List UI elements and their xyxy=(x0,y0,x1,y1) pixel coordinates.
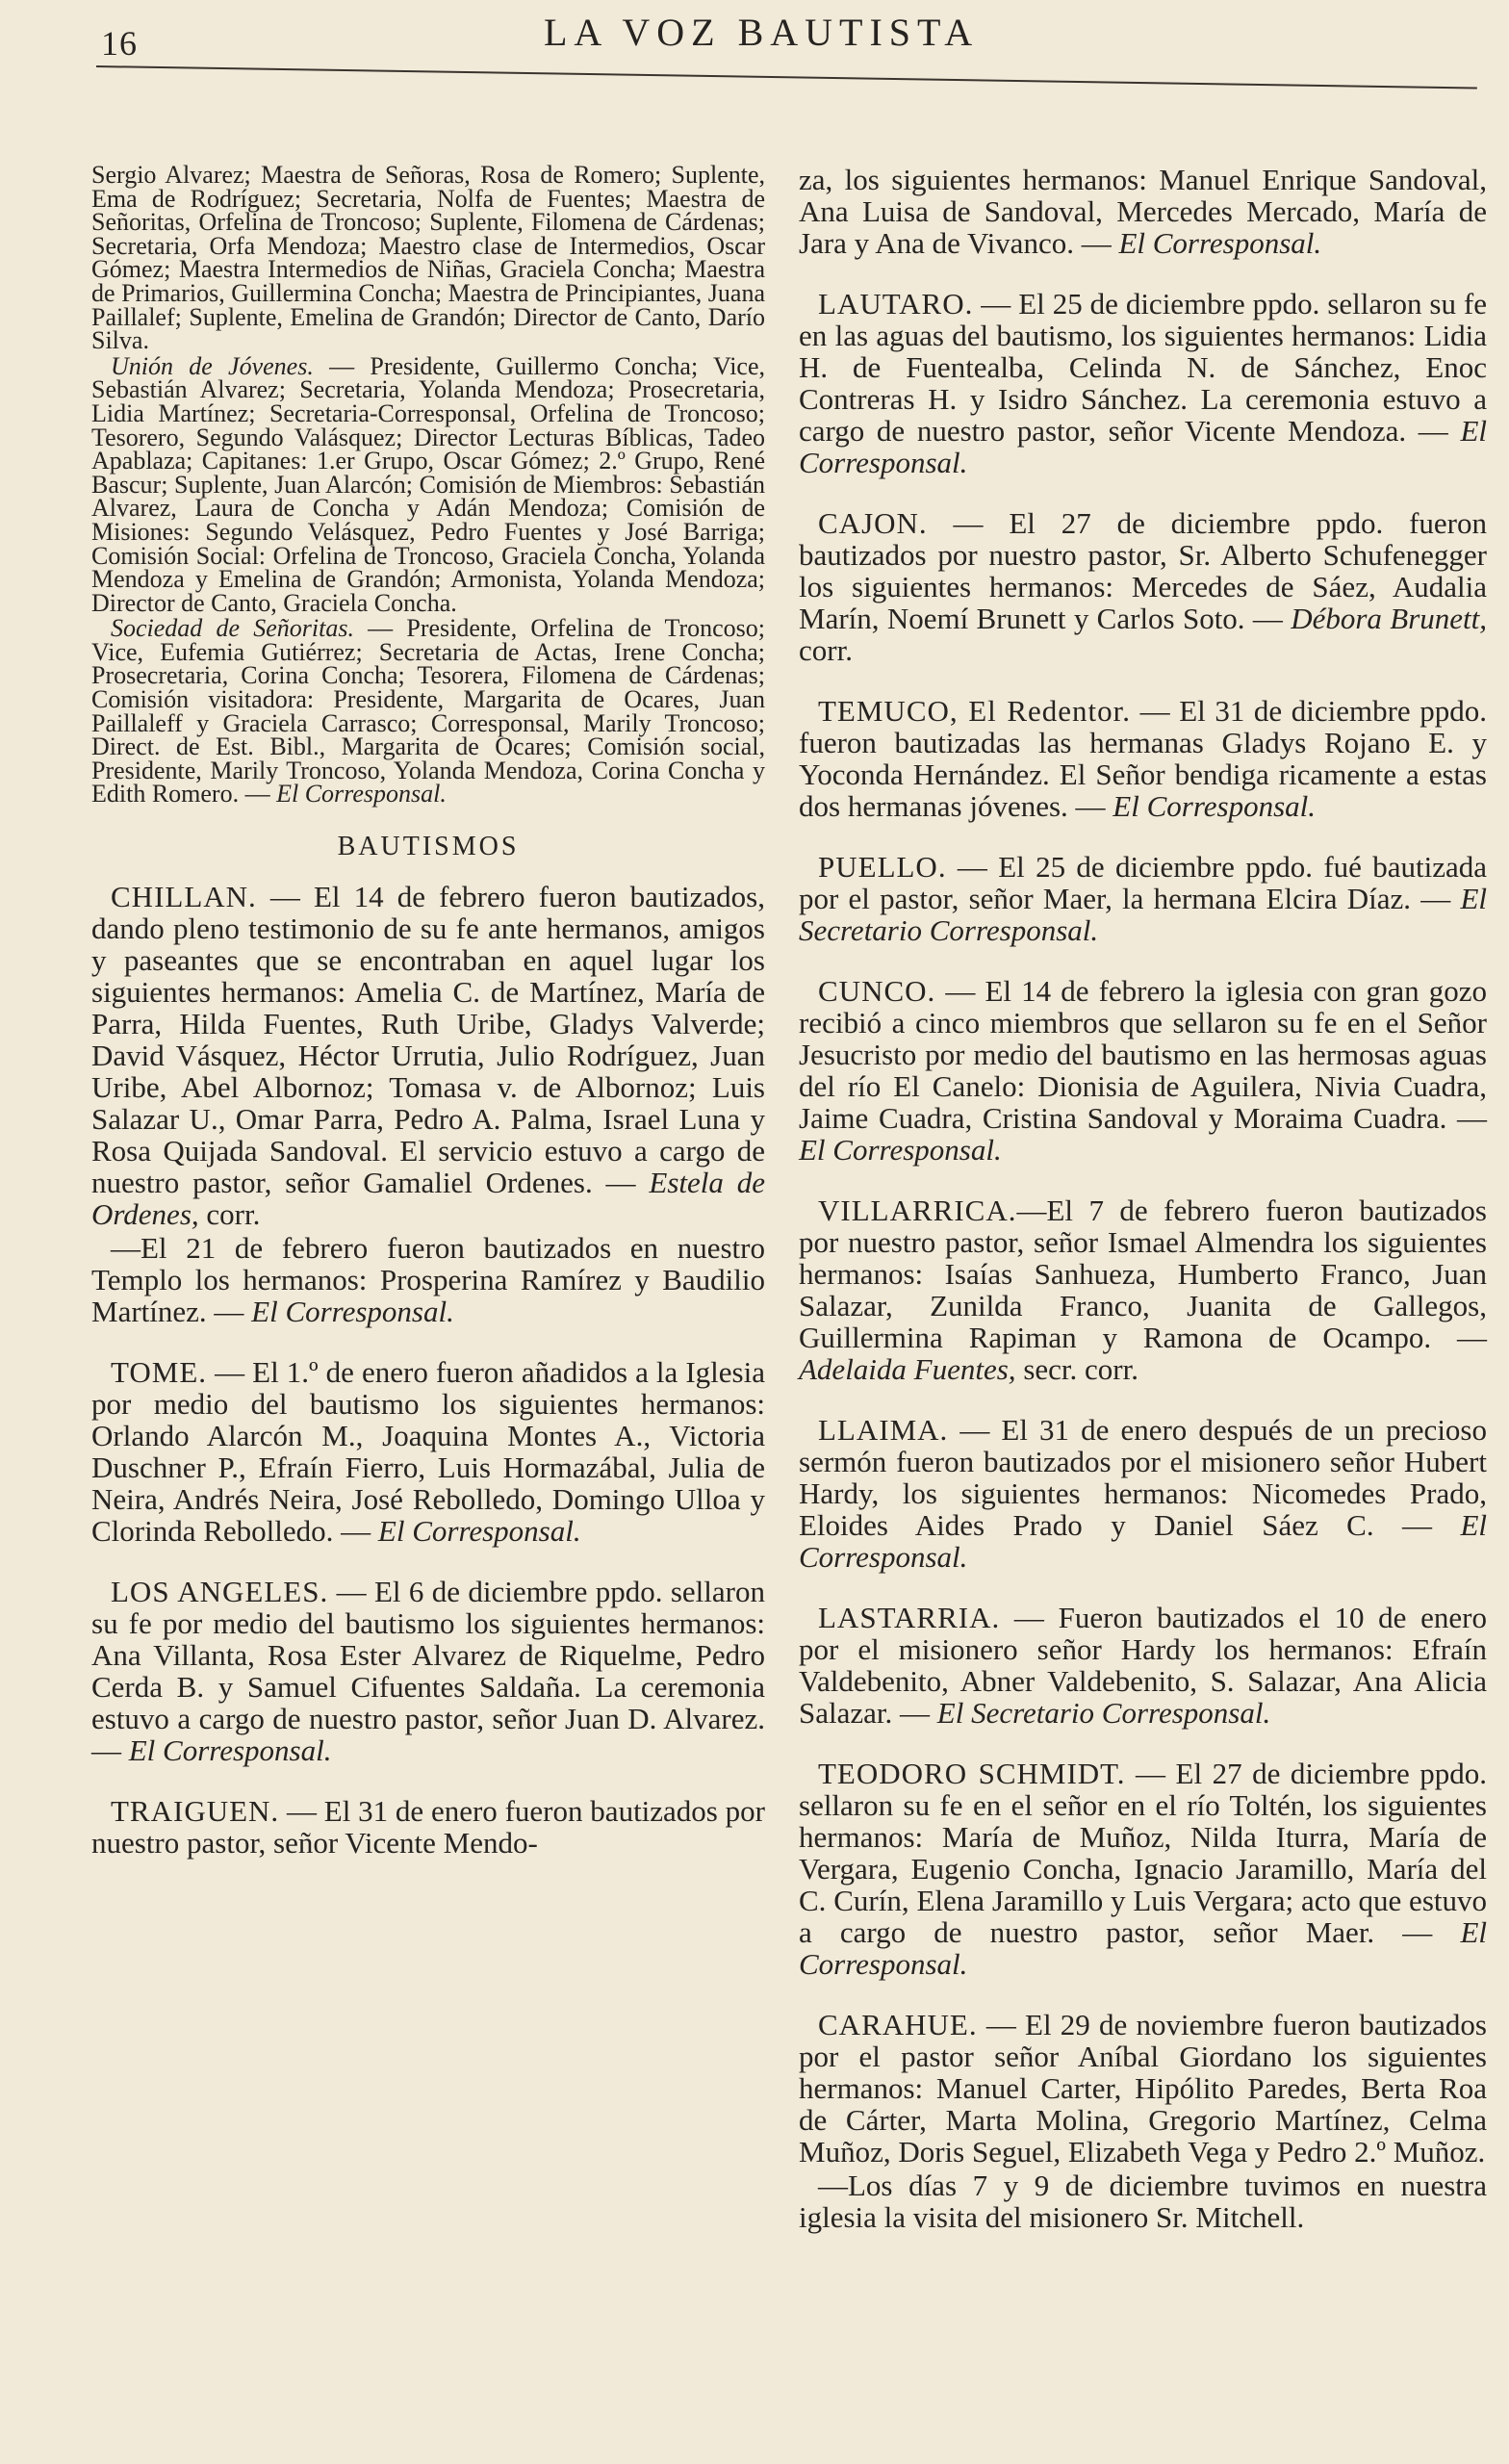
signature: El Corresponsal. xyxy=(377,1513,581,1548)
signature: El Secretario Corresponsal. xyxy=(936,1696,1271,1730)
jovenes-label: Unión de Jóvenes. xyxy=(111,351,314,380)
entry-carahue-2: —Los días 7 y 9 de diciembre tuvimos en nuestra iglesia la visita del misionero Sr. Mitchell. xyxy=(799,2169,1487,2234)
entry-lautaro: LAUTARO. — El 25 de diciembre ppdo. sellaron su fe en las aguas del bautismo, los siguientes hermanos: Lidia H. de Fuentealba, Celinda N. de Sánchez, Enoc Contreras H. y Isidro Sánchez. La ceremonia estuvo a cargo de nuestro pastor, señor Vicente Mendoza. — El Corresponsal. xyxy=(799,287,1487,479)
entry-chillan-2: —El 21 de febrero fueron bautizados en nuestro Templo los hermanos: Prosperina Ramírez y Baudilio Martínez. — El Corresponsal. xyxy=(91,1230,765,1328)
entry-llaima: LLAIMA. — El 31 de enero después de un precioso sermón fueron bautizados por el misionero señor Hubert Hardy, los siguientes hermanos: Nicomedes Prado, Eloides Aides Prado y Daniel Sáez C. — El Corresponsal. xyxy=(799,1413,1487,1574)
entry-lastarria: LASTARRIA. — Fueron bautizados el 10 de enero por el misionero señor Hardy los hermanos: Efraín Valdebenito, Abner Valdebenito, S. Salazar, Ana Alicia Salazar. — El Secretario Corresponsal. xyxy=(799,1601,1487,1730)
signature: Adelaida Fuentes, xyxy=(799,1352,1016,1386)
page-number: 16 xyxy=(101,24,138,63)
paragraph-officers: Sergio Alvarez; Maestra de Señoras, Rosa de Romero; Suplente, Ema de Rodríguez; Secretaria, Nolfa de Fuentes; Maestra de Señoritas, Orfelina de Troncoso; Suplente, Filomena de Cárdenas; Secretaria, Orfa Mendoza; Maestro clase de Intermedios, Oscar Gómez; Maestra Intermedios de Niñas, Graciela Concha; Maestra de Primarios, Guillermina Concha; Maestra de Principiantes, Juana Paillalef; Suplente, Emelina de Grandón; Director de Canto, Darío Silva. xyxy=(91,161,765,355)
entry-teodoro-schmidt: TEODORO SCHMIDT. — El 27 de diciembre ppdo. sellaron su fe en el señor en el río Toltén, los siguientes hermanos: María de Muñoz, Nilda Iturra, María de Vergara, Eugenio Concha, Ignacio Jaramillo, María del C. Curín, Elena Jaramillo y Luis Vergara; acto que estuvo a cargo de nuestro pastor, señor Maer. — El Corresponsal. xyxy=(799,1757,1488,1981)
signature: El Corresponsal. xyxy=(276,780,447,808)
signature: El Corresponsal. xyxy=(799,1133,1002,1167)
right-column xyxy=(799,164,1487,2262)
entry-carahue: CARAHUE. — El 29 de noviembre fueron bautizados por el pastor señor Aníbal Giordano los siguientes hermanos: Manuel Carter, Hipólito Paredes, Berta Roa de Cárter, Marta Molina, Gregorio Martínez, Celma Muñoz, Doris Seguel, Elizabeth Vega y Pedro 2.º Muñoz. xyxy=(799,2008,1487,2169)
entry-cunco: CUNCO. — El 14 de febrero la iglesia con gran gozo recibió a cinco miembros que sellaron su fe en el Señor Jesucristo por medio del bautismo en las hermosas aguas del río El Canelo: Dionisia de Aguilera, Nivia Cuadra, Jaime Cuadra, Cristina Sandoval y Moraima Cuadra. — El Corresponsal. xyxy=(799,974,1487,1167)
entry-temuco: TEMUCO, El Redentor. — El 31 de diciembre ppdo. fueron bautizadas las hermanas Gladys Rojano E. y Yoconda Hernández. El Señor bendiga ricamente a estas dos hermanas jóvenes. — El Corresponsal. xyxy=(799,694,1488,823)
entry-villarrica: VILLARRICA.—El 7 de febrero fueron bautizados por nuestro pastor, señor Ismael Almendra los siguientes hermanos: Isaías Sanhueza, Humberto Franco, Juan Salazar, Zunilda Franco, Juanita de Gallegos, Guillermina Rapiman y Ramona de Ocampo. — Adelaida Fuentes, secr. corr. xyxy=(799,1194,1487,1386)
signature: El Corresponsal. xyxy=(799,414,1487,479)
entry-traiguen: TRAIGUEN. — El 31 de enero fueron bautizados por nuestro pastor, señor Vicente Mendo- xyxy=(91,1793,765,1860)
signature: El Corresponsal. xyxy=(799,1915,1487,1981)
signature: Débora Brunett, xyxy=(1291,602,1487,635)
paragraph-senoritas: Sociedad de Señoritas. — Presidente, Orfelina de Troncoso; Vice, Eufemia Gutiérrez; Secretaria de Actas, Irene Concha; Prosecretaria, Corina Concha; Tesorera, Filomena de Cárdenas; Comisión visitadora: Presidente, Margarita de Ocares, Juan Paillaleff y Graciela Carrasco; Corresponsal, Marily Troncoso; Direct. de Est. Bibl., Margarita de Ocares; Comisión social, Presidente, Marily Troncoso, Yolanda Mendoza, Corina Concha y Edith Romero. — El Corresponsal. xyxy=(91,614,765,808)
header-rule xyxy=(96,65,1477,90)
entry-cajon: CAJON. — El 27 de diciembre ppdo. fueron bautizados por nuestro pastor, Sr. Alberto Schufenegger los siguientes hermanos: Mercedes de Sáez, Audalia Marín, Noemí Brunett y Carlos Soto. — Débora Brunett, corr. xyxy=(799,506,1487,667)
signature: El Corresponsal. xyxy=(1118,226,1322,260)
entry-los-angeles: LOS ANGELES. — El 6 de diciembre ppdo. sellaron su fe por medio del bautismo los siguientes hermanos: Ana Villanta, Rosa Ester Alvarez de Riquelme, Pedro Cerda B. y Samuel Cifuentes Saldaña. La ceremonia estuvo a cargo de nuestro pastor, señor Juan D. Alvarez. — El Corresponsal. xyxy=(91,1574,765,1767)
publication-title: LA VOZ BAUTISTA xyxy=(544,11,980,54)
paragraph-jovenes: Unión de Jóvenes. — Presidente, Guillermo Concha; Vice, Sebastián Alvarez; Secretaria, Yolanda Mendoza; Prosecretaria, Lidia Martínez; Secretaria-Corresponsal, Orfelina de Troncoso; Tesorero, Segundo Valásquez; Director Lecturas Bíblicas, Tadeo Apablaza; Capitanes: 1.er Grupo, Oscar Gómez; 2.º Grupo, René Bascur; Suplente, Juan Alarcón; Comisión de Miembros: Sebastián Alvarez, Laura de Concha y Adán Mendoza; Comisión de Misiones: Segundo Velásquez, Pedro Fuentes y José Barriga; Comisión Social: Orfelina de Troncoso, Graciela Concha, Yolanda Mendoza y Emelina de Grandón; Armonista, Yolanda Mendoza; Director de Canto, Graciela Concha. xyxy=(91,351,765,617)
senoritas-label: Sociedad de Señoritas. xyxy=(111,614,354,643)
entry-tome: TOME. — El 1.º de enero fueron añadidos a la Iglesia por medio del bautismo los siguientes hermanos: Orlando Alarcón M., Joaquina Montes A., Victoria Duschner P., Efraín Fierro, Luis Hormazábal, Julia de Neira, Andrés Neira, José Rebolledo, Domingo Ulloa y Clorinda Rebolledo. — El Corresponsal. xyxy=(91,1354,765,1548)
entry-chillan: CHILLAN. — El 14 de febrero fueron bautizados, dando pleno testimonio de su fe ante hermanos, amigos y paseantes que se encontraban en aquel lugar los siguientes hermanos: Amelia C. de Martínez, María de Parra, Hilda Fuentes, Ruth Uribe, Gladys Valverde; David Vásquez, Héctor Urrutia, Julio Rodríguez, Juan Uribe, Abel Albornoz; Tomasa v. de Albornoz; Luis Salazar U., Omar Parra, Pedro A. Palma, Israel Luna y Rosa Quijada Sandoval. El servicio estuvo a cargo de nuestro pastor, señor Gamaliel Ordenes. — Estela de Ordenes, corr. xyxy=(91,879,765,1231)
entry-traiguen-continued: za, los siguientes hermanos: Manuel Enrique Sandoval, Ana Luisa de Sandoval, Mercedes Mercado, María de Jara y Ana de Vivanco. — El Corresponsal. xyxy=(799,163,1487,260)
signature: El Corresponsal. xyxy=(251,1294,454,1328)
signature: El Corresponsal. xyxy=(128,1732,332,1767)
signature: El Secretario Corresponsal. xyxy=(799,882,1487,947)
entry-puello: PUELLO. — El 25 de diciembre ppdo. fué bautizada por el pastor, señor Maer, la hermana Elcira Díaz. — El Secretario Corresponsal. xyxy=(799,850,1487,947)
signature: Estela de Ordenes, xyxy=(91,1165,765,1231)
section-title-bautismos: BAUTISMOS xyxy=(337,832,520,862)
signature: El Corresponsal. xyxy=(799,1508,1487,1574)
left-column xyxy=(91,161,765,1887)
signature: El Corresponsal. xyxy=(1113,789,1316,823)
